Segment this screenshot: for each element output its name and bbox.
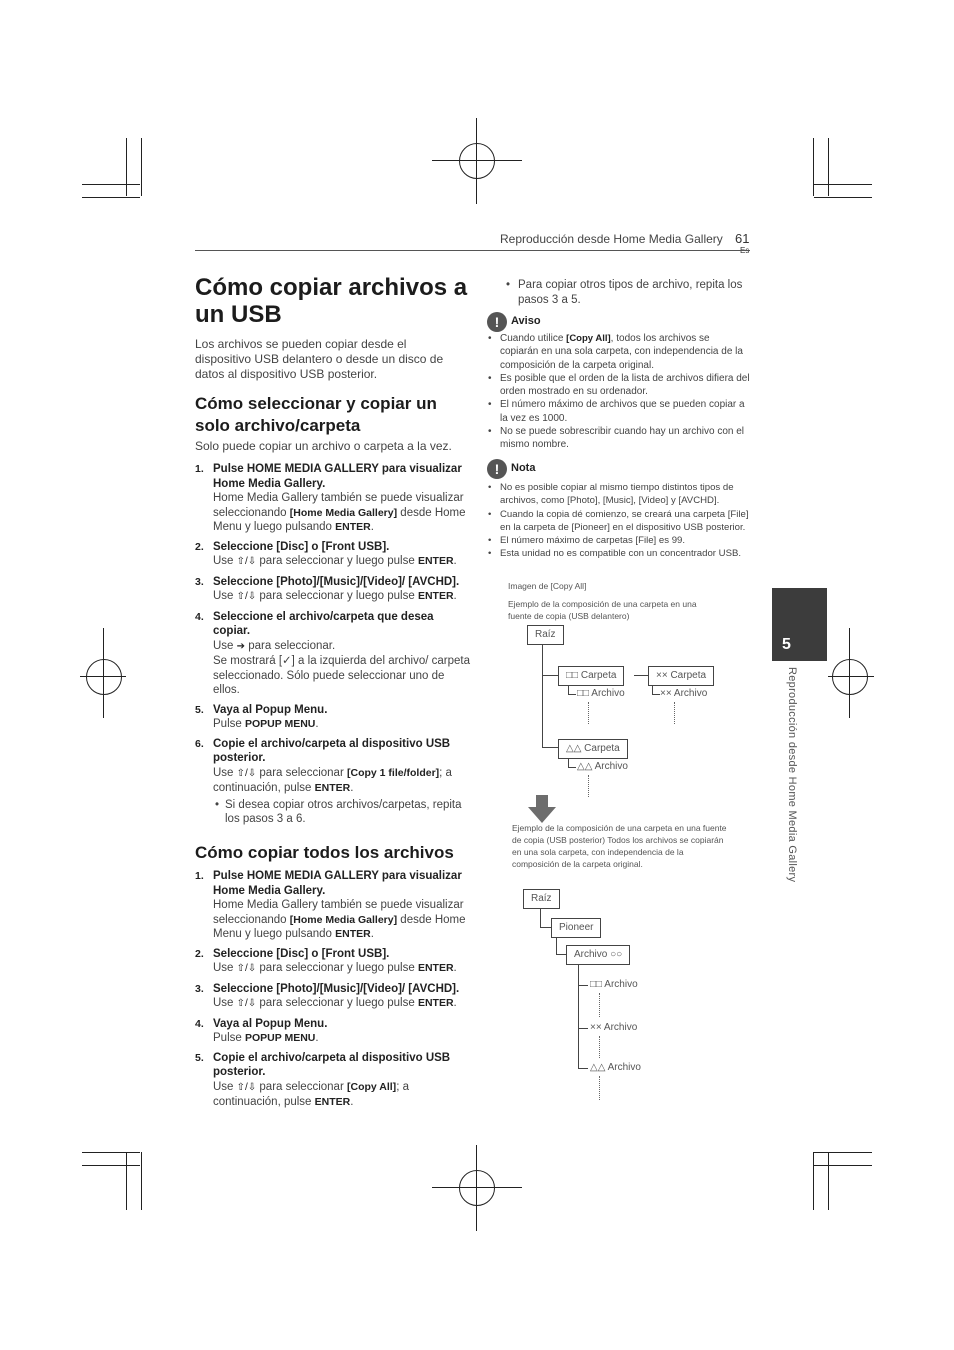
step-body: Home Media Gallery también se puede visualizar seleccionando [Home Media Gallery] desde Home Menu y luego pulsando ENTER.	[213, 899, 466, 940]
aviso-item: • El número máximo de archivos que se pueden copiar a la vez es 1000.	[486, 398, 750, 425]
step-body: Use ⇧/⇩ para seleccionar y luego pulse ENTER.	[213, 555, 457, 567]
nota-item: • El número máximo de carpetas [File] es 99.	[486, 534, 752, 547]
step-title: Pulse HOME MEDIA GALLERY para visualizar Home Media Gallery.	[213, 870, 462, 897]
step-title: Seleccione [Disc] o [Front USB].	[213, 540, 390, 553]
step-item: 5. Vaya al Popup Menu. Pulse POPUP MENU.	[195, 703, 470, 732]
tree-node-folder-sq: □□ Carpeta	[558, 666, 624, 686]
aviso-list	[486, 332, 750, 452]
tree-node-folder-x: ×× Carpeta	[648, 666, 714, 686]
step-title: Seleccione el archivo/carpeta que desea copiar.	[213, 610, 434, 637]
step-title: Seleccione [Photo]/[Music]/[Video]/ [AVCHD].	[213, 575, 460, 588]
step-body: Pulse POPUP MENU.	[213, 718, 319, 730]
tree-node-root: Raíz	[523, 889, 560, 909]
step-bullet: • Si desea copiar otros archivos/carpetas, repita los pasos 3 a 6.	[213, 798, 470, 827]
up-down-arrow-icon: ⇧/⇩	[236, 963, 257, 974]
intro-paragraph: Los archivos se pueden copiar desde el dispositivo USB delantero o desde un disco de datos al dispositivo USB posterior.	[195, 337, 444, 381]
down-arrow-icon	[528, 795, 556, 823]
warning-icon: !	[487, 312, 507, 332]
step-body: Use ⇧/⇩ para seleccionar [Copy 1 file/folder]; a continuación, pulse ENTER.	[213, 766, 452, 794]
nota-list	[486, 481, 752, 561]
step-body: Use ⇧/⇩ para seleccionar y luego pulse ENTER.	[213, 997, 457, 1009]
section-heading-all: Cómo copiar todos los archivos	[195, 843, 454, 862]
step-title: Seleccione [Disc] o [Front USB].	[213, 947, 390, 960]
section-lead: Solo puede copiar un archivo o carpeta a la vez.	[195, 439, 452, 453]
section-heading-single: Cómo seleccionar y copiar un solo archivo/carpeta	[195, 394, 437, 435]
step-title: Copie el archivo/carpeta al dispositivo USB posterior.	[213, 737, 451, 764]
tree-node-file-sq: □□ Archivo	[590, 979, 638, 990]
up-down-arrow-icon: ⇧/⇩	[236, 767, 257, 779]
tree-node-folder-tri: △△ Carpeta	[558, 739, 628, 759]
tree-node-file-x: ×× Archivo	[590, 1022, 638, 1033]
figure-caption-rear: Ejemplo de la composición de una carpeta en una fuente de copia (USB posterior) Todos los archivos se copiarán en una sola carpeta, con independencia de la composición de la carpeta original.	[512, 823, 727, 869]
step-title: Pulse HOME MEDIA GALLERY para visualizar Home Media Gallery.	[213, 463, 462, 490]
step-item: 6. Copie el archivo/carpeta al dispositivo USB posterior. Use ⇧/⇩ para seleccionar [Copy 1 file/folder]; a continuación, pulse ENTER. • Si desea copiar otros archivos/carpetas, repita los pasos 3 a 6.	[195, 737, 470, 827]
aviso-item: • Es posible que el orden de la lista de archivos difiera del orden mostrado en su ordenador.	[486, 372, 750, 399]
step-item: 1. Pulse HOME MEDIA GALLERY para visualizar Home Media Gallery. Home Media Gallery también se puede visualizar seleccionando [Home Media Gallery] desde Home Menu y luego pulsando ENTER.	[195, 462, 470, 535]
step-item: 4. Seleccione el archivo/carpeta que desea copiar. Use ➔ para seleccionar. Se mostrará [✓] a la izquierda del archivo/ carpeta seleccionado. Sólo puede seleccionar uno de ellos.	[195, 610, 471, 696]
figure-caption-front: Ejemplo de la composición de una carpeta en una fuente de copia (USB delantero)	[508, 599, 697, 621]
step-body: Use ➔ para seleccionar.	[213, 639, 336, 652]
running-header: Reproducción desde Home Media Gallery	[500, 232, 723, 246]
up-down-arrow-icon: ⇧/⇩	[236, 1081, 257, 1093]
steps-single-list	[195, 462, 470, 832]
chapter-label: Reproducción desde Home Media Gallery	[786, 667, 798, 883]
step-item: 3. Seleccione [Photo]/[Music]/[Video]/ [AVCHD]. Use ⇧/⇩ para seleccionar y luego pulse ENTER.	[195, 575, 470, 605]
figure-caption: Imagen de [Copy All]	[508, 581, 587, 591]
aviso-item: • Cuando utilice [Copy All], todos los archivos se copiarán en una sola carpeta, con independencia de la composición de la carpeta original.	[486, 332, 750, 372]
nota-item: • Cuando la copia dé comienzo, se creará una carpeta [File] en la carpeta de [Pioneer] en el dispositivo USB posterior.	[486, 508, 752, 535]
step-item: 3. Seleccione [Photo]/[Music]/[Video]/ [AVCHD]. Use ⇧/⇩ para seleccionar y luego pulse ENTER.	[195, 982, 470, 1012]
note-icon: !	[487, 459, 507, 479]
right-arrow-icon: ➔	[236, 640, 246, 652]
up-down-arrow-icon: ⇧/⇩	[236, 591, 257, 602]
aviso-heading: Aviso	[511, 315, 541, 327]
step-body: Home Media Gallery también se puede visualizar seleccionando [Home Media Gallery] desde Home Menu y luego pulsando ENTER.	[213, 492, 466, 533]
tree-node-file-tri: △△ Archivo	[590, 1062, 641, 1073]
step-title: Vaya al Popup Menu.	[213, 1017, 328, 1030]
step-item: 2. Seleccione [Disc] o [Front USB]. Use ⇧/⇩ para seleccionar y luego pulse ENTER.	[195, 947, 470, 977]
nota-item: • Esta unidad no es compatible con un concentrador USB.	[486, 547, 752, 560]
nota-heading: Nota	[511, 462, 536, 474]
tree-node-archivo-oo: Archivo ○○	[566, 945, 630, 965]
step-body: Pulse POPUP MENU.	[213, 1032, 319, 1044]
step-body-note: Se mostrará [✓] a la izquierda del archivo/ carpeta seleccionado. Sólo puede seleccionar uno de ellos.	[213, 655, 471, 696]
chapter-number: 5	[782, 636, 791, 653]
aviso-item: • No se puede sobrescribir cuando hay un archivo con el mismo nombre.	[486, 425, 750, 452]
top-bullet: • Para copiar otros tipos de archivo, repita los pasos 3 a 5.	[504, 278, 749, 307]
step-item: 5. Copie el archivo/carpeta al dispositivo USB posterior. Use ⇧/⇩ para seleccionar [Copy All]; a continuación, pulse ENTER.	[195, 1051, 470, 1110]
up-down-arrow-icon: ⇧/⇩	[236, 556, 257, 567]
nota-item: • No es posible copiar al mismo tiempo distintos tipos de archivos, como [Photo], [Music], [Video] y [AVCHD].	[486, 481, 752, 508]
step-item: 4. Vaya al Popup Menu. Pulse POPUP MENU.	[195, 1017, 470, 1046]
tree-node-pioneer: Pioneer	[551, 918, 601, 938]
step-item: 1. Pulse HOME MEDIA GALLERY para visualizar Home Media Gallery. Home Media Gallery también se puede visualizar seleccionando [Home Media Gallery] desde Home Menu y luego pulsando ENTER.	[195, 869, 470, 942]
up-down-arrow-icon: ⇧/⇩	[236, 998, 257, 1009]
step-item: 2. Seleccione [Disc] o [Front USB]. Use ⇧/⇩ para seleccionar y luego pulse ENTER.	[195, 540, 470, 570]
header-rule	[195, 250, 750, 251]
steps-all-list	[195, 869, 470, 1115]
step-title: Vaya al Popup Menu.	[213, 703, 328, 716]
page-number: 61	[735, 231, 750, 246]
tree-node-file-x: ×× Archivo	[660, 688, 708, 699]
tree-node-file-sq: □□ Archivo	[577, 688, 625, 699]
tree-node-root: Raíz	[527, 625, 564, 645]
step-title: Copie el archivo/carpeta al dispositivo USB posterior.	[213, 1051, 451, 1078]
step-body: Use ⇧/⇩ para seleccionar y luego pulse ENTER.	[213, 962, 457, 974]
step-body: Use ⇧/⇩ para seleccionar [Copy All]; a continuación, pulse ENTER.	[213, 1080, 409, 1108]
step-title: Seleccione [Photo]/[Music]/[Video]/ [AVCHD].	[213, 982, 460, 995]
chapter-tab	[772, 588, 827, 661]
tree-node-file-tri: △△ Archivo	[577, 761, 628, 772]
step-body: Use ⇧/⇩ para seleccionar y luego pulse ENTER.	[213, 590, 457, 602]
page-title: Cómo copiar archivos a un USB	[195, 274, 468, 328]
